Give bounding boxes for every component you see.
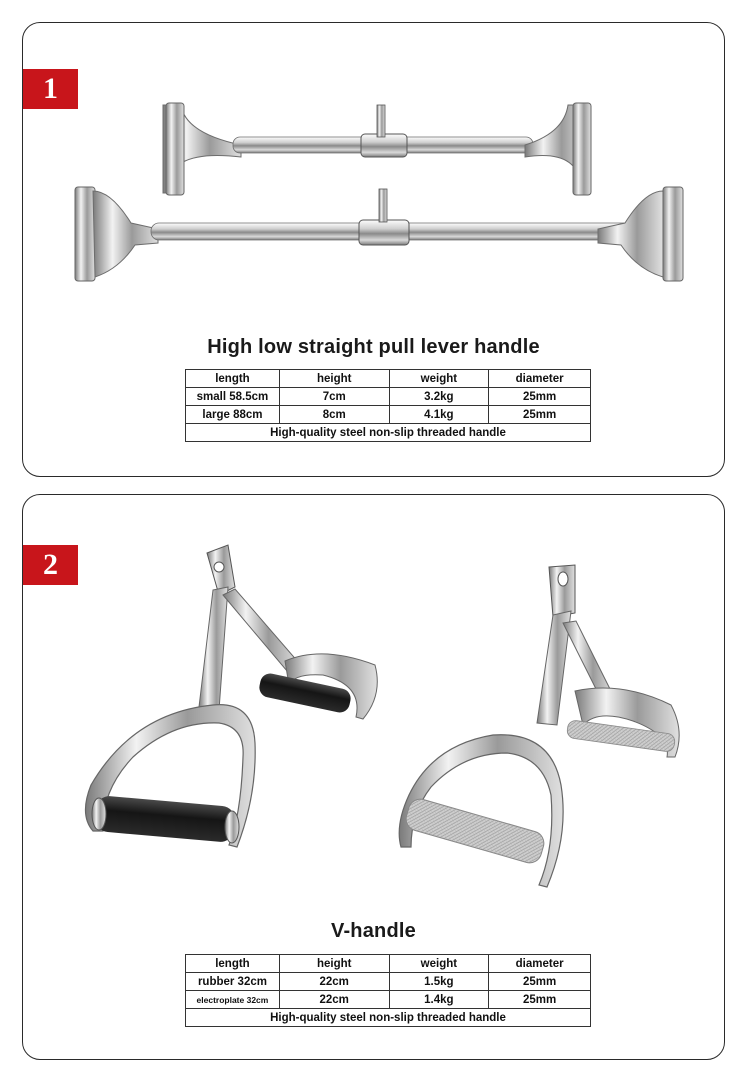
table-row — [186, 973, 591, 991]
small-lever-bar — [163, 103, 591, 195]
section-number-badge: 2 — [23, 545, 78, 585]
v-handle-electroplate-photo — [399, 565, 679, 887]
table-header-row — [186, 370, 591, 388]
cell-weight: 3.2kg — [389, 388, 489, 406]
header-length: length — [186, 370, 280, 388]
v-handle-photo — [23, 495, 723, 915]
table-footer-row — [186, 1009, 591, 1027]
table-row — [186, 406, 591, 424]
cell-diameter: 25mm — [489, 388, 591, 406]
table-footer-note: High-quality steel non-slip threaded handle — [186, 424, 591, 442]
table-row — [186, 388, 591, 406]
spec-table — [185, 369, 591, 442]
header-diameter: diameter — [489, 370, 591, 388]
product-title: V-handle — [331, 920, 416, 942]
table-footer-note: High-quality steel non-slip threaded handle — [186, 1009, 591, 1027]
v-handle-rubber-photo — [85, 545, 377, 847]
cell-length: electroplate 32cm — [186, 991, 280, 1009]
product-title: High low straight pull lever handle — [207, 336, 540, 358]
header-weight: weight — [389, 370, 489, 388]
product-card-lever-handle — [22, 22, 725, 477]
section-number-badge: 1 — [23, 69, 78, 109]
cell-height: 7cm — [279, 388, 389, 406]
table-footer-row — [186, 424, 591, 442]
cell-diameter: 25mm — [489, 973, 591, 991]
cell-height: 22cm — [279, 991, 389, 1009]
cell-weight: 4.1kg — [389, 406, 489, 424]
lever-handle-photo — [23, 23, 723, 323]
cell-height: 22cm — [279, 973, 389, 991]
product-card-v-handle — [22, 494, 725, 1060]
header-height: height — [279, 370, 389, 388]
header-weight: weight — [389, 955, 489, 973]
cell-length: small 58.5cm — [186, 388, 280, 406]
cell-weight: 1.4kg — [389, 991, 489, 1009]
spec-table — [185, 954, 591, 1027]
cell-length: rubber 32cm — [186, 973, 280, 991]
header-length: length — [186, 955, 280, 973]
table-header-row — [186, 955, 591, 973]
table-row — [186, 991, 591, 1009]
cell-diameter: 25mm — [489, 991, 591, 1009]
header-diameter: diameter — [489, 955, 591, 973]
cell-diameter: 25mm — [489, 406, 591, 424]
cell-height: 8cm — [279, 406, 389, 424]
cell-weight: 1.5kg — [389, 973, 489, 991]
header-height: height — [279, 955, 389, 973]
large-lever-bar — [75, 187, 683, 281]
cell-length: large 88cm — [186, 406, 280, 424]
